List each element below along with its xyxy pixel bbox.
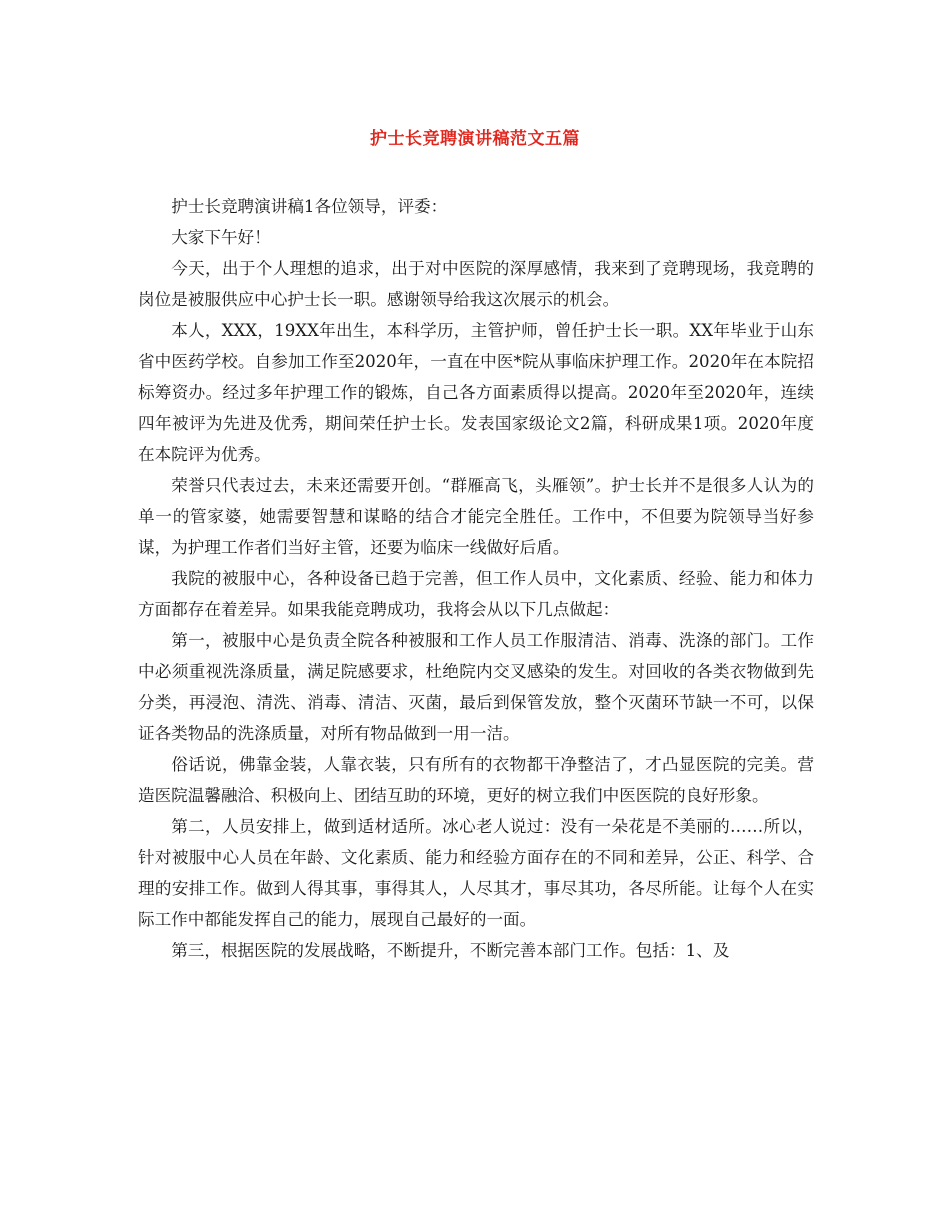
paragraph: 本人，XXX，19XX年出生，本科学历，主管护师，曾任护士长一职。XX年毕业于山东省中医药学校。自参加工作至2020年，一直在中医*院从事临床护理工作。2020年在本院招标筹资办。经过多年护理工作的锻炼，自己各方面素质得以提高。2020年至2020年，连续四年被评为先进及优秀，期间荣任护士长。发表国家级论文2篇，科研成果1项。2020年度在本院评为优秀。 — [138, 321, 814, 464]
document-body — [138, 191, 814, 966]
paragraph: 俗话说，佛靠金装，人靠衣装，只有所有的衣物都干净整洁了，才凸显医院的完美。营造医院温馨融洽、积极向上、团结互助的环境，更好的树立我们中医医院的良好形象。 — [138, 755, 814, 805]
document-title: 护士长竞聘演讲稿范文五篇 — [370, 129, 580, 149]
paragraph: 第三，根据医院的发展战略，不断提升，不断完善本部门工作。包括：1、及 — [171, 941, 730, 960]
paragraph: 第二，人员安排上，做到适材适所。冰心老人说过：没有一朵花是不美丽的……所以，针对被服中心人员在年龄、文化素质、能力和经验方面存在的不同和差异，公正、科学、合理的安排工作。做到人得其事，事得其人，人尽其才，事尽其功，各尽所能。让每个人在实际工作中都能发挥自己的能力，展现自己最好的一面。 — [138, 817, 814, 929]
paragraph: 我院的被服中心，各种设备已趋于完善，但工作人员中，文化素质、经验、能力和体力方面都存在着差异。如果我能竞聘成功，我将会从以下几点做起： — [138, 569, 814, 619]
paragraph: 荣誉只代表过去，未来还需要开创。“群雁高飞，头雁领”。护士长并不是很多人认为的单一的管家婆，她需要智慧和谋略的结合才能完全胜任。工作中，不但要为院领导当好参谋，为护理工作者们当好主管，还要为临床一线做好后盾。 — [138, 476, 814, 557]
paragraph: 第一，被服中心是负责全院各种被服和工作人员工作服清洁、消毒、洗涤的部门。工作中必须重视洗涤质量，满足院感要求，杜绝院内交叉感染的发生。对回收的各类衣物做到先分类，再浸泡、清洗、消毒、清洁、灭菌，最后到保管发放，整个灭菌环节缺一不可，以保证各类物品的洗涤质量，对所有物品做到一用一洁。 — [138, 631, 814, 743]
paragraph: 大家下午好！ — [171, 228, 271, 247]
paragraph: 护士长竞聘演讲稿1各位领导，评委： — [171, 197, 448, 216]
paragraph: 今天，出于个人理想的追求，出于对中医院的深厚感情，我来到了竞聘现场，我竞聘的岗位是被服供应中心护士长一职。感谢领导给我这次展示的机会。 — [138, 259, 814, 309]
